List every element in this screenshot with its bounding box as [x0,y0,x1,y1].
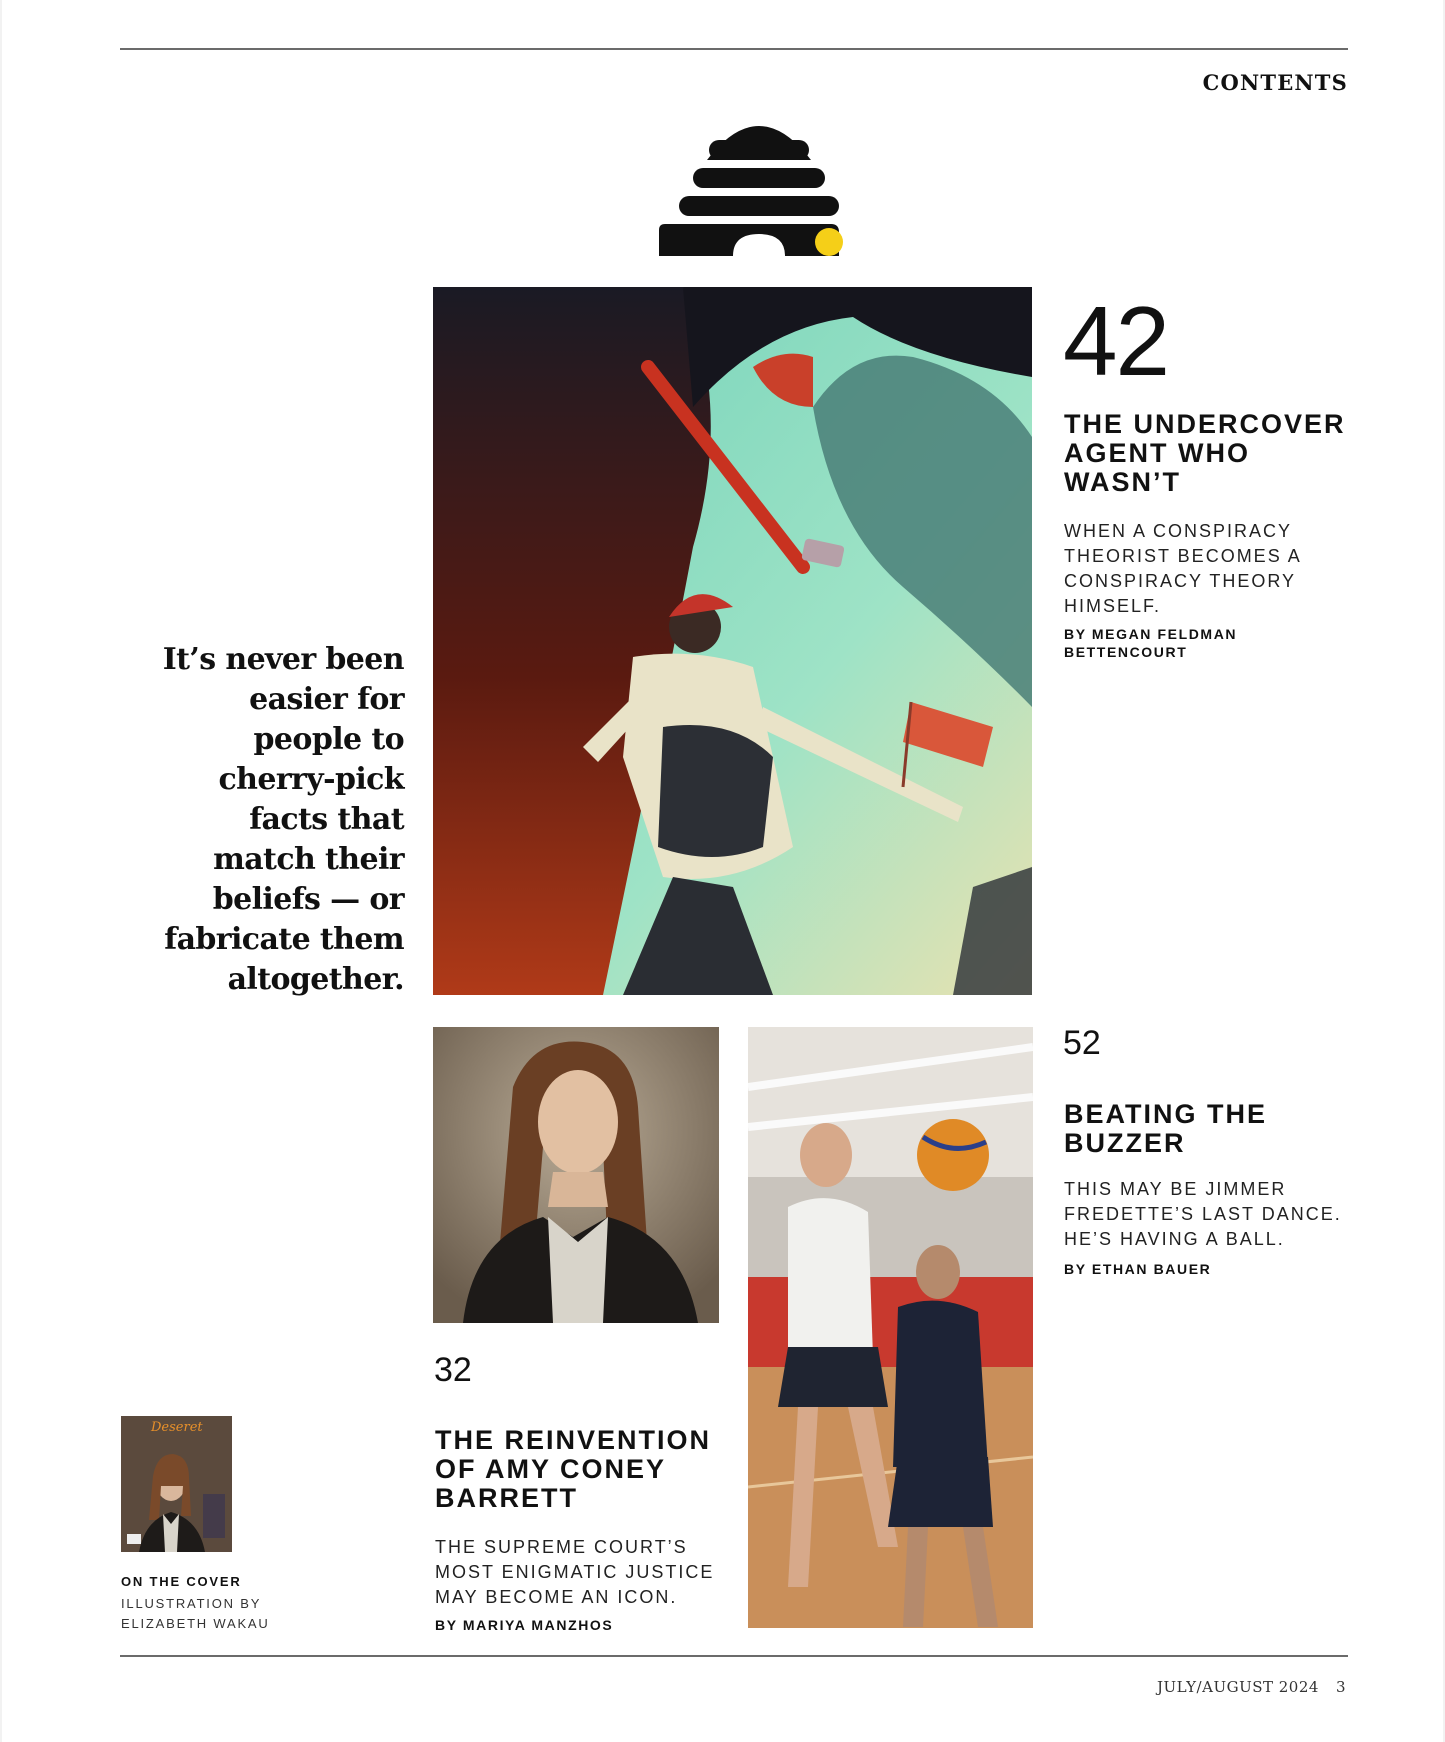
top-rule [120,48,1348,50]
cover-masthead: Deseret [151,1420,203,1435]
section-label: CONTENTS [1202,70,1348,95]
story-headline[interactable]: BEATING THE BUZZER [1064,1099,1267,1158]
cover-credit: ILLUSTRATION BY ELIZABETH WAKAU [121,1596,270,1631]
story-headline[interactable]: THE UNDERCOVER AGENT WHO WASN’T [1064,409,1346,497]
cover-thumbnail[interactable] [121,1416,232,1552]
story-dek: THIS MAY BE JIMMER FREDETTE’S LAST DANCE. HE’S HAVING A BALL. [1064,1179,1342,1249]
footer-page-number: 3 [1336,1678,1346,1696]
jimmer-fredette-basketball-photo [748,1027,1033,1628]
undercover-agent-illustration [433,287,1032,995]
magazine-page [2,0,1443,1742]
story-dek: WHEN A CONSPIRACY THEORIST BECOMES A CONSPIRACY THEORY HIMSELF. [1064,521,1301,616]
bottom-rule [120,1655,1348,1657]
story-byline: BY MEGAN FELDMAN BETTENCOURT [1064,626,1238,660]
story-page-number: 52 [1063,1024,1101,1062]
story-dek: THE SUPREME COURT’S MOST ENIGMATIC JUSTICE MAY BECOME AN ICON. [435,1537,715,1607]
story-headline[interactable]: THE REINVENTION OF AMY CONEY BARRETT [435,1425,712,1513]
beehive-logo-icon [659,126,845,260]
footer-issue-date: JULY/AUGUST 2024 [1157,1678,1319,1696]
pull-quote: It’s never been easier for people to cherry-pick facts that match their beliefs — or fabricate them altogether. [162,642,404,997]
story-page-number: 42 [1063,286,1169,396]
story-page-number: 32 [434,1351,472,1389]
story-byline: BY MARIYA MANZHOS [435,1617,614,1633]
story-byline: BY ETHAN BAUER [1064,1261,1212,1277]
amy-coney-barrett-portrait [433,1027,719,1323]
cover-label: ON THE COVER [121,1574,242,1589]
